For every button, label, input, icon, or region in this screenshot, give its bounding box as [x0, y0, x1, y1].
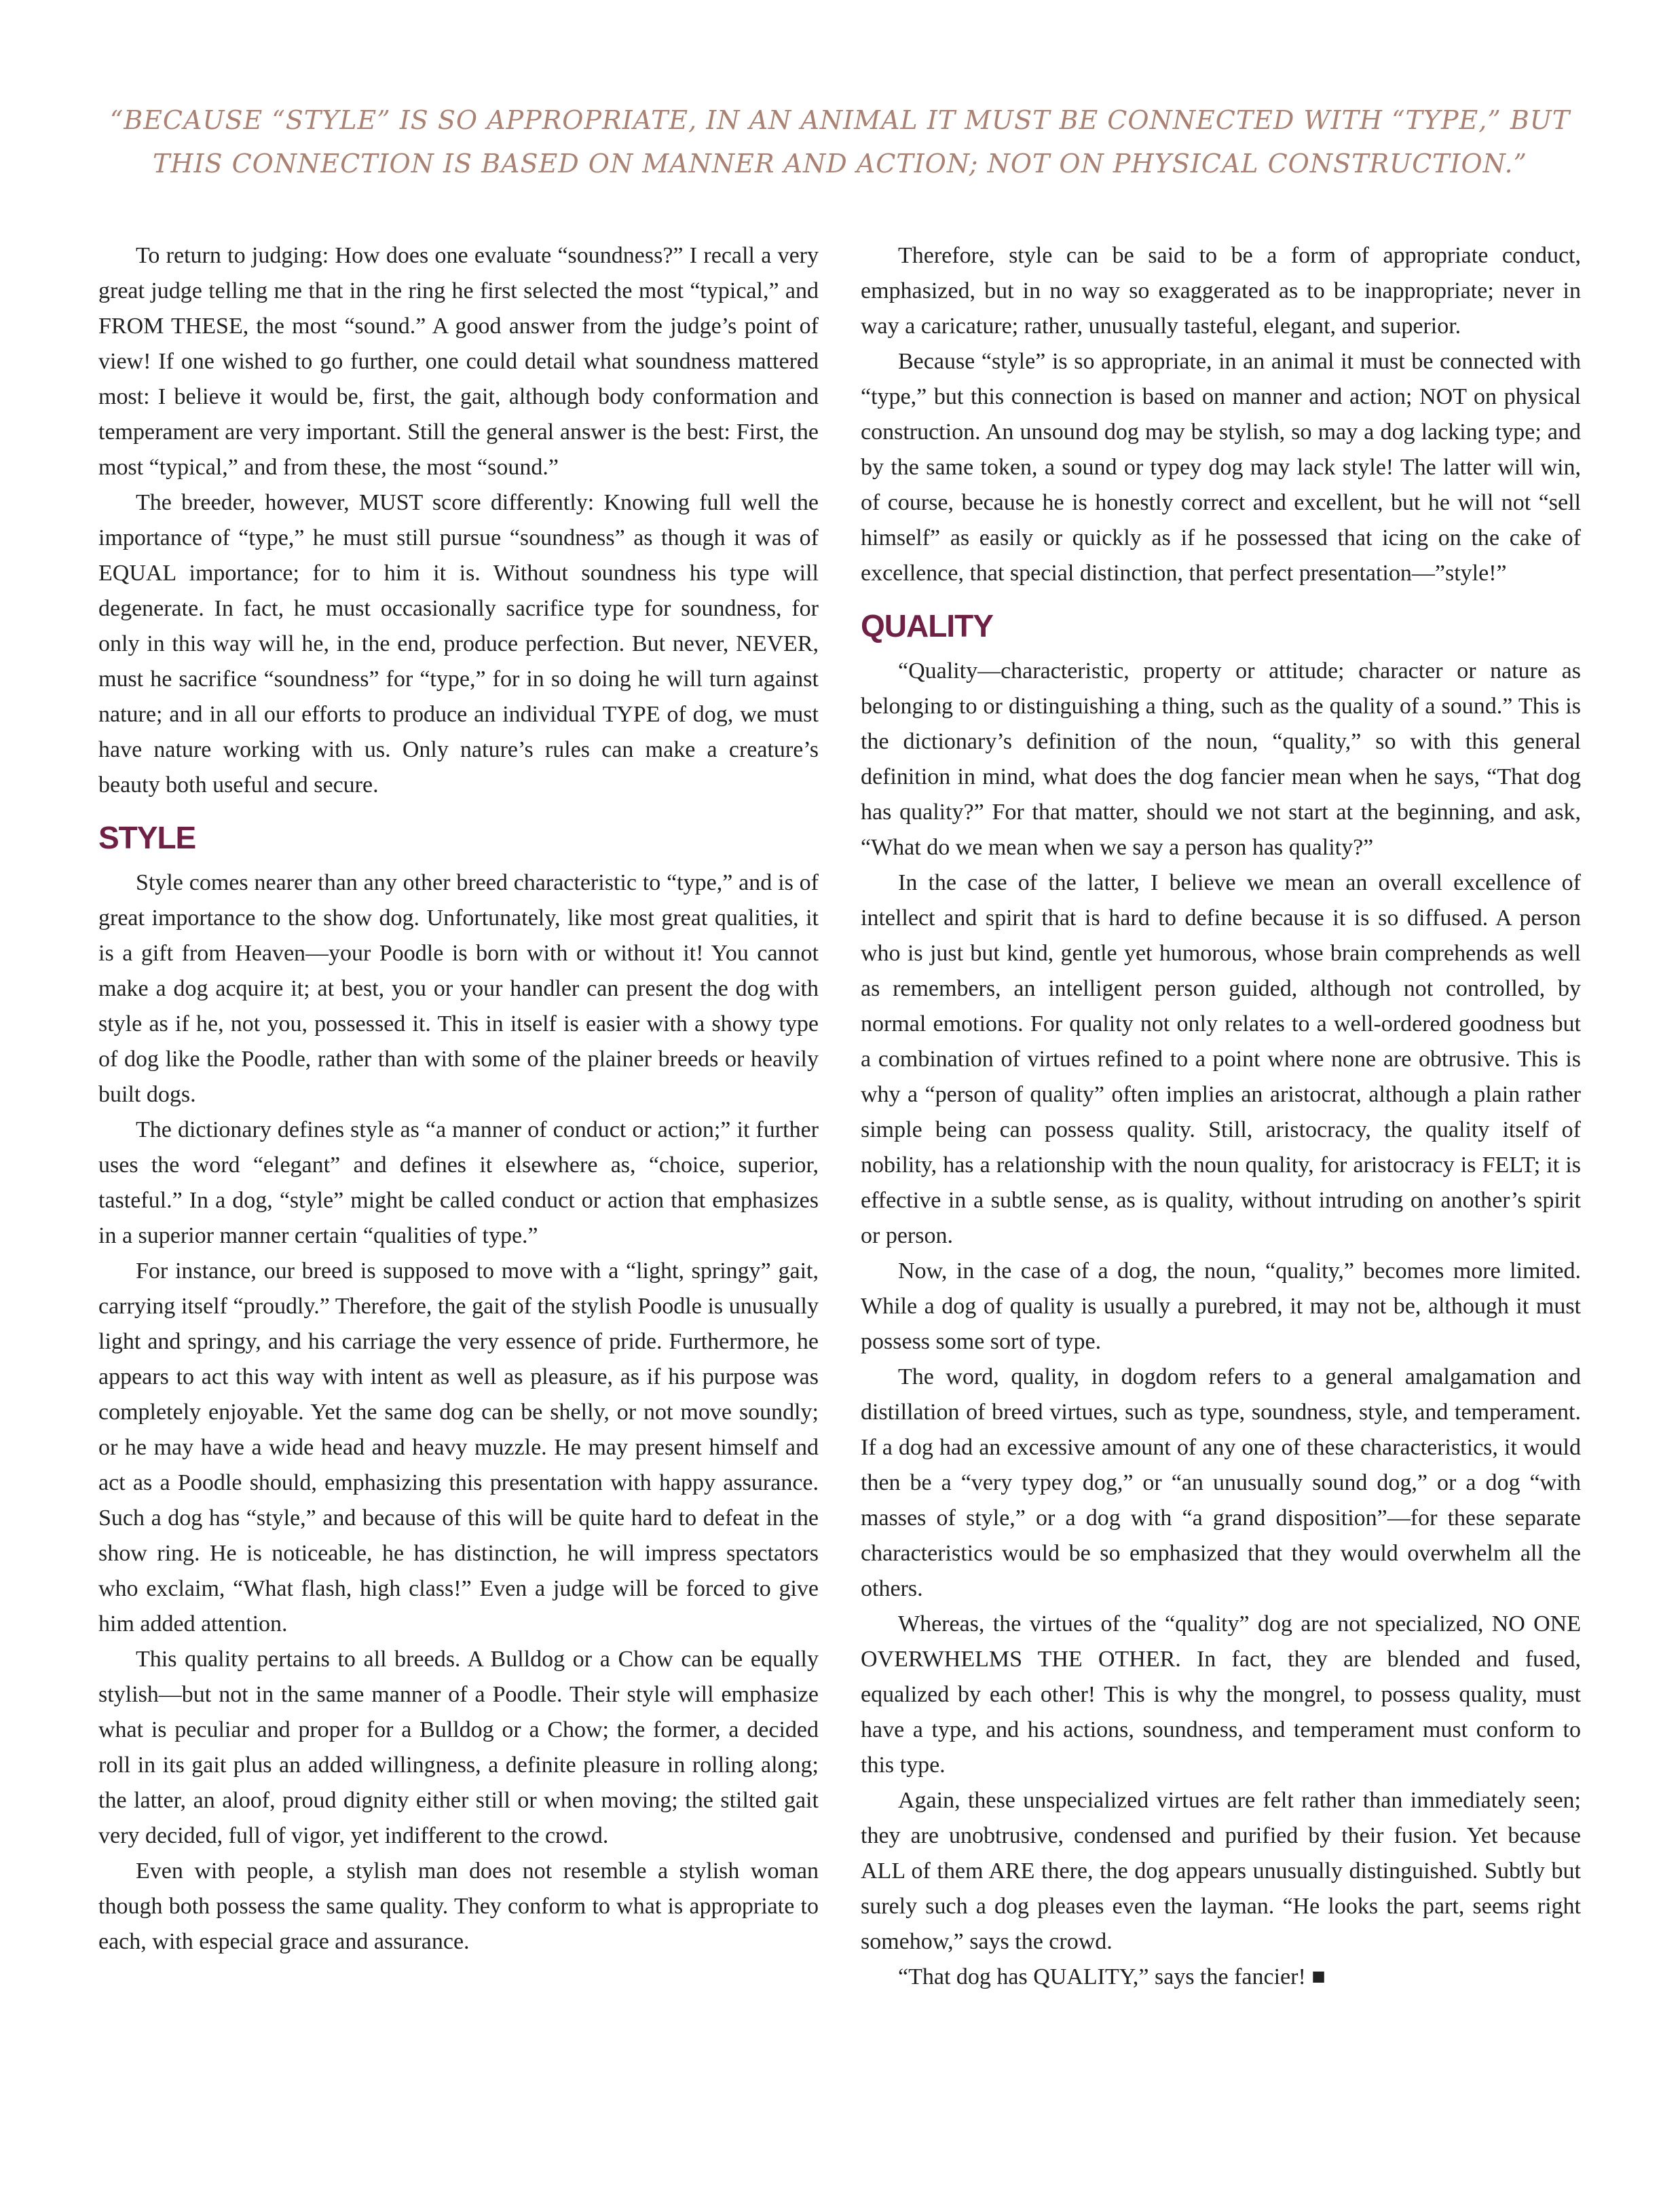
pull-quote — [98, 98, 1582, 185]
paragraph: Even with people, a stylish man does not resemble a stylish woman though both possess the same quality. They conform to what is appropriate to each, with especial grace and assurance. — [98, 1858, 819, 1954]
left-column — [98, 238, 819, 1995]
right-column — [861, 238, 1581, 1995]
paragraph: Therefore, style can be said to be a form of appropriate conduct, emphasized, but in no way so exaggerated as to be inappropriate; never in way a caricature; rather, unusually tasteful, elegant, and superior. — [861, 243, 1581, 339]
pull-quote-line-2: THIS CONNECTION IS BASED ON MANNER AND ACTION; NOT ON PHYSICAL CONSTRUCTION.” — [153, 149, 1527, 179]
section-heading-style: STYLE — [98, 820, 196, 855]
section-heading-quality: QUALITY — [861, 608, 993, 643]
paragraph: Style comes nearer than any other breed characteristic to “type,” and is of great importance to the show dog. Unfortunately, like most great qualities, it is a gift from Heaven—your Poodle is born with or without it! You cannot make a dog acquire it; at best, you or your handler can present the dog with style as if he, not you, possessed it. This in itself is easier with a showy type of dog like the Poodle, rather than with some of the plainer breeds or heavily built dogs. — [98, 870, 819, 1107]
paragraph: The breeder, however, MUST score differently: Knowing full well the importance of “type,” he must still pursue “soundness” as though it was of EQUAL importance; for to him it is. Without soundness his type will degenerate. In fact, he must occasionally sacrifice type for soundness, for only in this way will he, in the end, produce perfection. But never, NEVER, must he sacrifice “soundness” for “type,” for in so doing he will turn against nature; and in all our efforts to produce an individual TYPE of dog, we must have nature working with us. Only nature’s rules can make a creature’s beauty both useful and secure. — [98, 490, 819, 798]
paragraph: In the case of the latter, I believe we mean an overall excellence of intellect and spirit that is hard to define because it is so diffused. A person who is just but kind, gentle yet humorous, whose brain comprehends as well as remembers, an intelligent person guided, although not controlled, by normal emotions. For quality not only relates to a well-ordered goodness but a combination of virtues refined to a point where none are obtrusive. This is why a “person of quality” often implies an aristocrat, although a plain rather simple being can possess quality. Still, aristocracy, the quality itself of nobility, has a relationship with the noun quality, for aristocracy is FELT; it is effective in a subtle sense, as is quality, without intruding on another’s spirit or person. — [861, 870, 1581, 1248]
pull-quote-line-1: “BECAUSE “STYLE” IS SO APPROPRIATE, IN AN ANIMAL IT MUST BE CONNECTED WITH “TYPE,” BUT — [109, 105, 1571, 135]
paragraph: Again, these unspecialized virtues are felt rather than immediately seen; they are unobtrusive, condensed and purified by their fusion. Yet because ALL of them ARE there, the dog appears unusually distinguished. Subtly but surely such a dog pleases even the layman. “He looks the part, seems right somehow,” says the crowd. — [861, 1788, 1581, 1954]
paragraph: For instance, our breed is supposed to move with a “light, springy” gait, carrying itself “proudly.” Therefore, the gait of the stylish Poodle is unusually light and springy, and his carriage the very essence of pride. Furthermore, he appears to act this way with intent as well as pleasure, as if his purpose was completely enjoyable. Yet the same dog can be shelly, or not move soundly; or he may have a wide head and heavy muzzle. He may present himself and act as a Poodle should, emphasizing this presentation with happy assurance. Such a dog has “style,” and because of this will be quite hard to defeat in the show ring. He is noticeable, he has distinction, he will impress spectators who exclaim, “What flash, high class!” Even a judge will be forced to give him added attention. — [98, 1258, 819, 1636]
two-column-body — [98, 238, 1582, 1995]
paragraph: Now, in the case of a dog, the noun, “quality,” becomes more limited. While a dog of quality is usually a purebred, it may not be, although it must possess some sort of type. — [861, 1258, 1581, 1354]
paragraph: This quality pertains to all breeds. A Bulldog or a Chow can be equally stylish—but not in the same manner of a Poodle. Their style will emphasize what is peculiar and proper for a Bulldog or a Chow; the former, a decided roll in its gait plus an added willingness, a definite pleasure in rolling along; the latter, an aloof, proud dignity either still or when moving; the stilted gait very decided, full of vigor, yet indifferent to the crowd. — [98, 1647, 819, 1848]
paragraph: The dictionary defines style as “a manner of conduct or action;” it further uses the word “elegant” and defines it elsewhere as, “choice, superior, tasteful.” In a dog, “style” might be called conduct or action that emphasizes in a superior manner certain “qualities of type.” — [98, 1117, 819, 1248]
paragraph-with-end-mark: “That dog has QUALITY,” says the fancier! ■ — [898, 1964, 1326, 1989]
paragraph: “Quality—characteristic, property or attitude; character or nature as belonging to or distinguishing a thing, such as the quality of a sound.” This is the dictionary’s definition of the noun, “quality,” so with this general definition in mind, what does the dog fancier mean when he says, “That dog has quality?” For that matter, should we not start at the beginning, and ask, “What do we mean when we say a person has quality?” — [861, 658, 1581, 860]
paragraph: The word, quality, in dogdom refers to a general amalgamation and distillation of breed virtues, such as type, soundness, style, and temperament. If a dog had an excessive amount of any one of these characteristics, it would then be a “very typey dog,” or “an unusually sound dog,” or a dog “with masses of style,” or a dog with “a grand disposition”—for these separate characteristics would be so emphasized that they would overwhelm all the others. — [861, 1364, 1581, 1601]
paragraph: Because “style” is so appropriate, in an animal it must be connected with “type,” but this connection is based on manner and action; NOT on physical construction. An unsound dog may be stylish, so may a dog lacking type; and by the same token, a sound or typey dog may lack style! The latter will win, of course, because he is honestly correct and excellent, but he will not “sell himself” as easily or quickly as if he possessed that icing on the cake of excellence, that special distinction, that perfect presentation—”style!” — [861, 349, 1581, 586]
paragraph: Whereas, the virtues of the “quality” dog are not specialized, NO ONE OVERWHELMS THE OTHER. In fact, they are blended and fused, equalized by each other! This is why the mongrel, to possess quality, must have a type, and his actions, soundness, and temperament must conform to this type. — [861, 1611, 1581, 1778]
paragraph: To return to judging: How does one evaluate “soundness?” I recall a very great judge telling me that in the ring he first selected the most “typical,” and FROM THESE, the most “sound.” A good answer from the judge’s point of view! If one wished to go further, one could detail what soundness mattered most: I believe it would be, first, the gait, although body conformation and temperament are very important. Still the general answer is the best: First, the most “typical,” and from these, the most “sound.” — [98, 243, 819, 480]
